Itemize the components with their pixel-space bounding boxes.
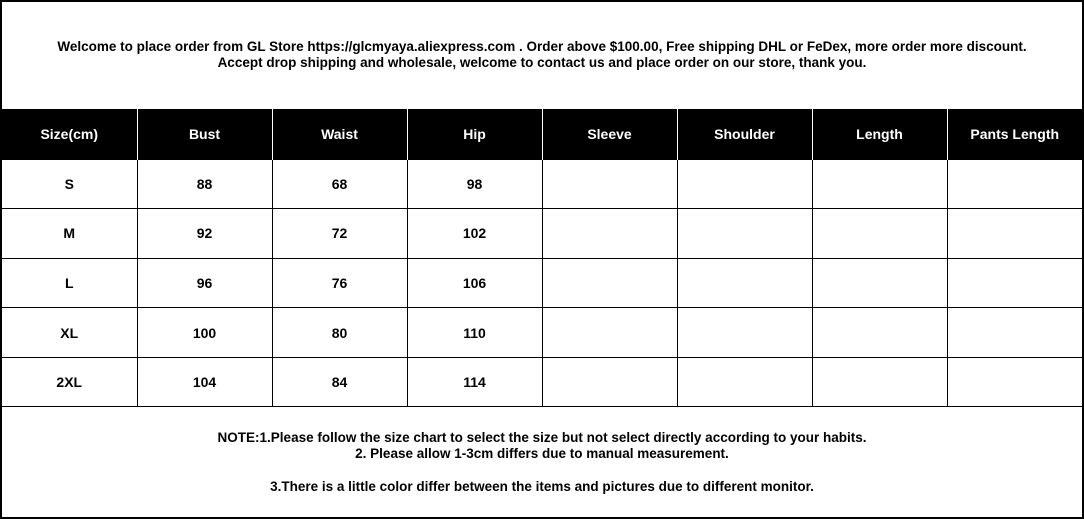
length-cell	[812, 258, 947, 308]
waist-cell: 72	[272, 209, 407, 259]
hip-cell: 106	[407, 258, 542, 308]
sleeve-cell	[542, 209, 677, 259]
sleeve-cell	[542, 258, 677, 308]
column-header-length: Length	[812, 109, 947, 159]
hip-cell: 114	[407, 357, 542, 407]
shoulder-cell	[677, 258, 812, 308]
size-cell: M	[2, 209, 137, 259]
column-header-size: Size(cm)	[2, 109, 137, 159]
table-row	[2, 209, 1082, 259]
length-cell	[812, 159, 947, 209]
store-welcome-header	[2, 2, 1082, 108]
waist-cell: 84	[272, 357, 407, 407]
shoulder-cell	[677, 209, 812, 259]
bust-cell: 92	[137, 209, 272, 259]
size-cell: L	[2, 258, 137, 308]
waist-cell: 80	[272, 308, 407, 358]
pants-length-cell	[947, 209, 1082, 259]
table-row	[2, 159, 1082, 209]
column-header-waist: Waist	[272, 109, 407, 159]
table-header-row	[2, 109, 1082, 159]
length-cell	[812, 308, 947, 358]
length-cell	[812, 209, 947, 259]
column-header-bust: Bust	[137, 109, 272, 159]
sleeve-cell	[542, 357, 677, 407]
column-header-sleeve: Sleeve	[542, 109, 677, 159]
table-row	[2, 308, 1082, 358]
size-table	[2, 109, 1082, 407]
notes-section	[2, 408, 1082, 517]
waist-cell: 76	[272, 258, 407, 308]
hip-cell: 110	[407, 308, 542, 358]
sleeve-cell	[542, 308, 677, 358]
bust-cell: 96	[137, 258, 272, 308]
shoulder-cell	[677, 159, 812, 209]
hip-cell: 102	[407, 209, 542, 259]
note-measurement-tolerance: 2. Please allow 1-3cm differs due to manual measurement.	[355, 446, 729, 461]
size-cell: 2XL	[2, 357, 137, 407]
shoulder-cell	[677, 357, 812, 407]
size-cell: XL	[2, 308, 137, 358]
pants-length-cell	[947, 258, 1082, 308]
length-cell	[812, 357, 947, 407]
pants-length-cell	[947, 308, 1082, 358]
note-color-difference: 3.There is a little color differ between the items and pictures due to different monitor.	[270, 479, 814, 494]
hip-cell: 98	[407, 159, 542, 209]
size-cell: S	[2, 159, 137, 209]
welcome-line: Welcome to place order from GL Store https://glcmyaya.aliexpress.com . Order above $100.00, Free shipping DHL or FeDex, more order more discount.	[57, 39, 1027, 54]
dropship-line: Accept drop shipping and wholesale, welcome to contact us and place order on our store, thank you.	[217, 55, 867, 70]
bust-cell: 104	[137, 357, 272, 407]
shoulder-cell	[677, 308, 812, 358]
table-row	[2, 357, 1082, 407]
column-header-hip: Hip	[407, 109, 542, 159]
bust-cell: 88	[137, 159, 272, 209]
bust-cell: 100	[137, 308, 272, 358]
sleeve-cell	[542, 159, 677, 209]
pants-length-cell	[947, 357, 1082, 407]
pants-length-cell	[947, 159, 1082, 209]
column-header-shoulder: Shoulder	[677, 109, 812, 159]
column-header-pants-length: Pants Length	[947, 109, 1082, 159]
note-size-selection: NOTE:1.Please follow the size chart to select the size but not select directly according to your habits.	[217, 430, 867, 445]
table-row	[2, 258, 1082, 308]
waist-cell: 68	[272, 159, 407, 209]
